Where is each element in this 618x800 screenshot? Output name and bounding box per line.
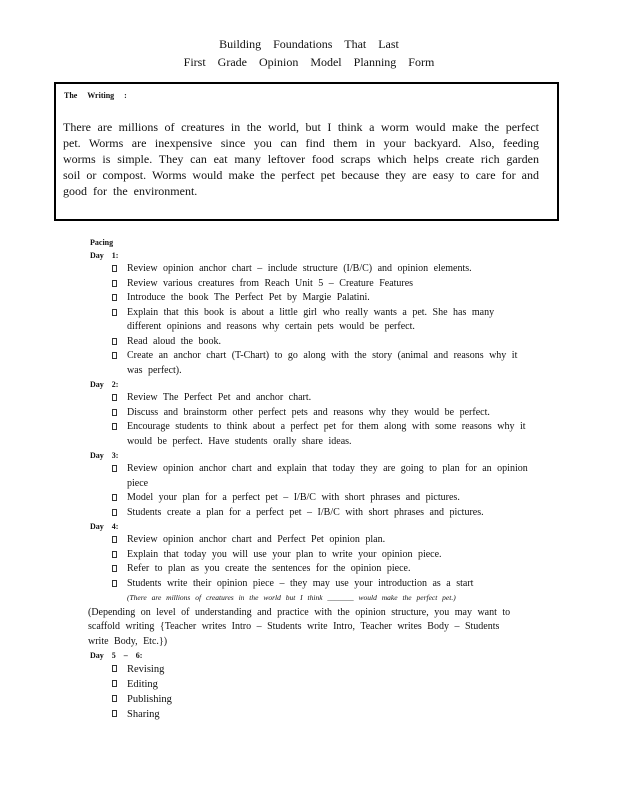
checkbox-bullet-icon [112,536,117,543]
day-3-list [90,462,530,520]
list-item: Review The Perfect Pet and anchor chart. [90,391,530,406]
checkbox-bullet-icon [112,710,117,717]
list-item: Create an anchor chart (T-Chart) to go along with the story (animal and reasons why it was perfect). [90,349,530,378]
document-subtitle: First Grade Opinion Model Planning Form [183,55,435,69]
list-item: Model your plan for a perfect pet – I/B/C with short phrases and pictures. [90,491,530,506]
list-item: Students write their opinion piece – they may use your introduction as a start (There are millions of creatures in the world but I think _______ would make the perfect pet.) [90,577,530,606]
checkbox-bullet-icon [112,695,117,702]
list-item: Review opinion anchor chart and explain that today they are going to plan for an opinion piece [90,462,530,491]
day-5-6-label: Day 5 – 6: [90,651,143,660]
sentence-starter: (There are millions of creatures in the world but I think _______ would make the perfect pet.) [127,593,456,602]
list-item: Introduce the book The Perfect Pet by Margie Palatini. [90,291,530,306]
checkbox-bullet-icon [112,551,117,558]
list-item: Explain that today you will use your plan to write your opinion piece. [90,548,530,563]
day-4-label: Day 4: [90,522,119,531]
checkbox-bullet-icon [112,294,117,301]
checkbox-bullet-icon [112,409,117,416]
checkbox-bullet-icon [112,352,117,359]
checkbox-bullet-icon [112,665,117,672]
list-item: Review opinion anchor chart – include structure (I/B/C) and opinion elements. [90,262,530,277]
list-item: Read aloud the book. [90,335,530,350]
pacing-section [90,236,530,722]
checkbox-bullet-icon [112,680,117,687]
checkbox-bullet-icon [112,494,117,501]
day-2-list [90,391,530,449]
checkbox-bullet-icon [112,580,117,587]
list-item: Explain that this book is about a little girl who really wants a pet. She has many different opinions and reasons why certain pets would be perfect. [90,306,530,335]
list-item: Discuss and brainstorm other perfect pets and reasons why they would be perfect. [90,406,530,421]
pacing-heading: Pacing [90,238,114,247]
list-item: Review various creatures from Reach Unit 5 – Creature Features [90,277,530,292]
day-3-label: Day 3: [90,451,119,460]
list-item: Review opinion anchor chart and Perfect Pet opinion plan. [90,533,530,548]
list-item: Refer to plan as you create the sentences for the opinion piece. [90,562,530,577]
checkbox-bullet-icon [112,465,117,472]
checkbox-bullet-icon [112,509,117,516]
writing-box-label: The Writing : [64,91,127,100]
writing-box-text: There are millions of creatures in the world, but I think a worm would make the perfect pet. Worms are inexpensive since you can find them in your backyard. Also, feeding worms is simple. They can eat many leftover food scraps which helps create rich garden soil or compost. Worms would make the perfect pet because they are easy to care for and good for the environment. [63,120,539,198]
day-2-label: Day 2: [90,380,119,389]
list-item: Publishing [90,692,530,707]
checkbox-bullet-icon [112,309,117,316]
writing-box [54,82,559,221]
day-1-label: Day 1: [90,251,119,260]
day-1-list [90,262,530,378]
checkbox-bullet-icon [112,565,117,572]
list-item: Editing [90,677,530,692]
list-item: Encourage students to think about a perfect pet for them along with some reasons why it would be perfect. Have students orally share ideas. [90,420,530,449]
scaffold-note: (Depending on level of understanding and practice with the opinion structure, you may want to scaffold writing {Teacher writes Intro – Students write Intro, Teacher writes Body – Students write Body, Etc.}) [88,606,511,647]
day-5-6-list [90,662,530,722]
list-item: Sharing [90,707,530,722]
list-item: Students create a plan for a perfect pet – I/B/C with short phrases and pictures. [90,506,530,521]
checkbox-bullet-icon [112,423,117,430]
document-title: Building Foundations That Last [219,37,399,51]
checkbox-bullet-icon [112,265,117,272]
day-4-list [90,533,530,606]
checkbox-bullet-icon [112,394,117,401]
checkbox-bullet-icon [112,338,117,345]
list-item: Revising [90,662,530,677]
checkbox-bullet-icon [112,280,117,287]
